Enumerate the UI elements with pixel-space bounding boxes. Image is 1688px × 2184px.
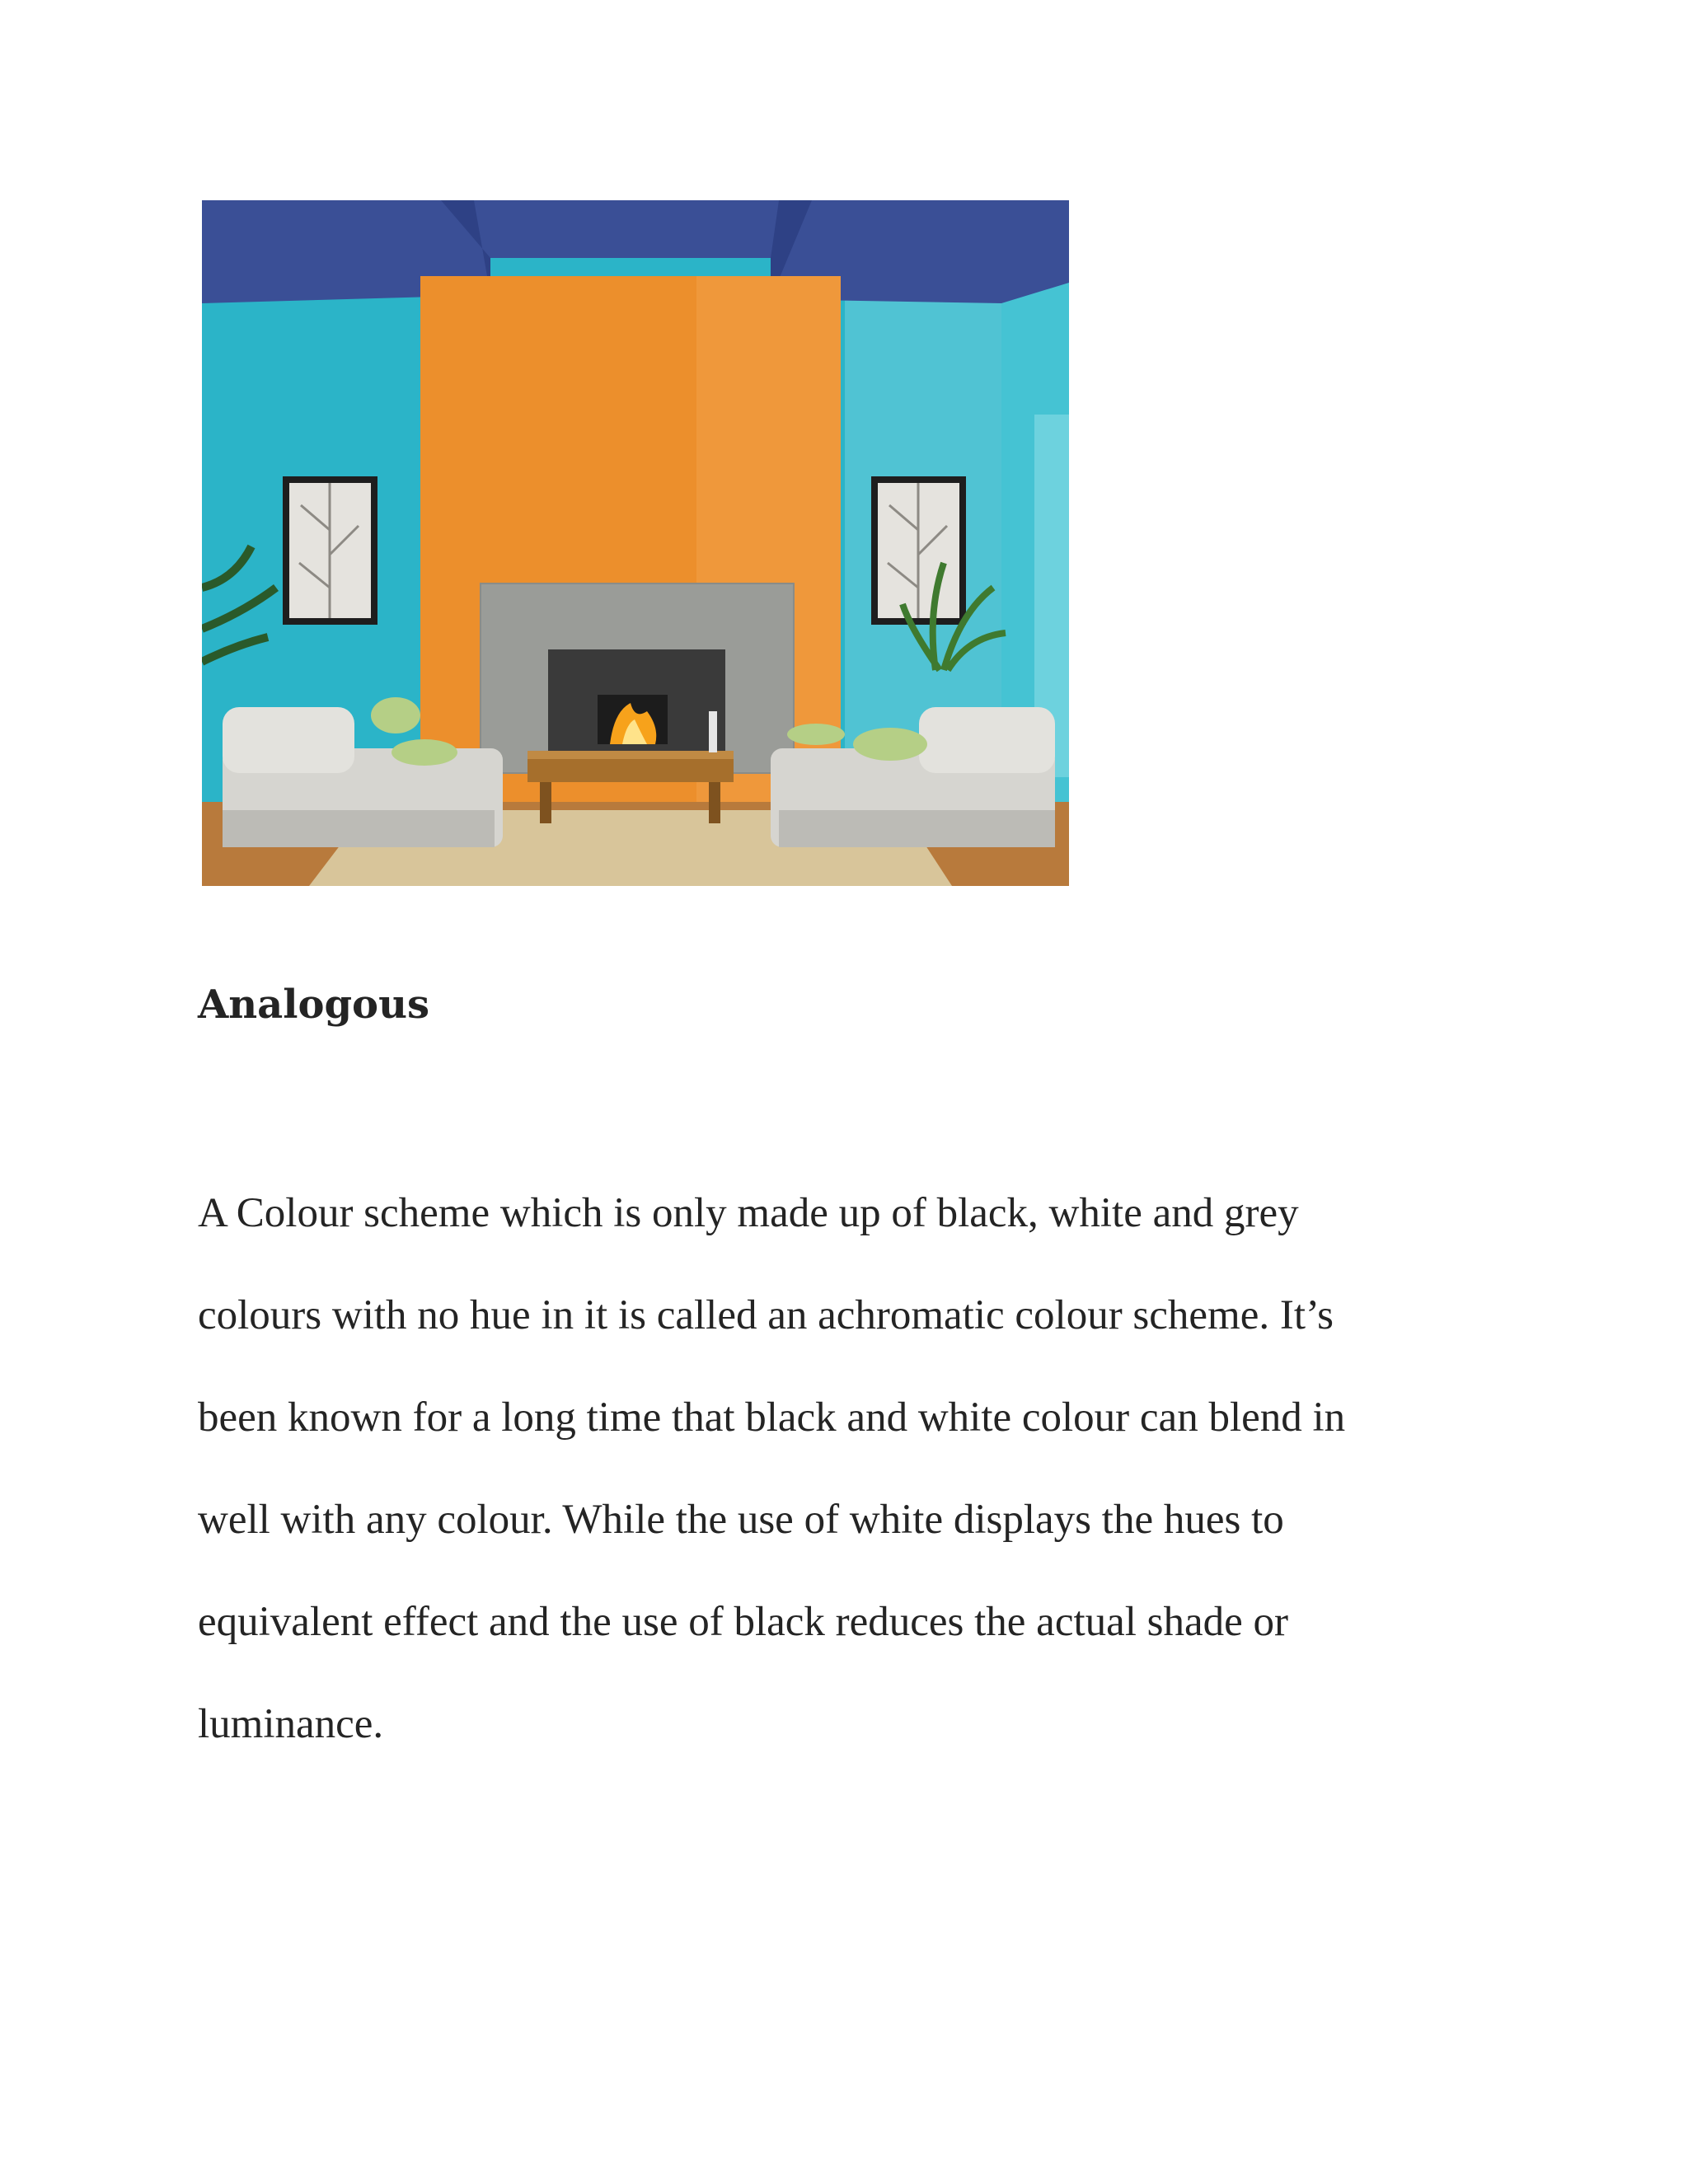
- paragraph-line: A Colour scheme which is only made up of black, white and grey: [198, 1190, 1299, 1236]
- section-heading: Analogous: [198, 982, 429, 1028]
- living-room-illustration-icon: [202, 200, 1069, 886]
- body-paragraph: [198, 1162, 1533, 1775]
- paragraph-line: luminance.: [198, 1701, 384, 1747]
- paragraph-line: colours with no hue in it is called an achromatic colour scheme. It’s: [198, 1292, 1334, 1338]
- paragraph-line: equivalent effect and the use of black reduces the actual shade or: [198, 1599, 1289, 1645]
- paragraph-line: well with any colour. While the use of white displays the hues to: [198, 1497, 1284, 1543]
- living-room-image: [202, 200, 1069, 886]
- paragraph-line: been known for a long time that black and white colour can blend in: [198, 1394, 1346, 1441]
